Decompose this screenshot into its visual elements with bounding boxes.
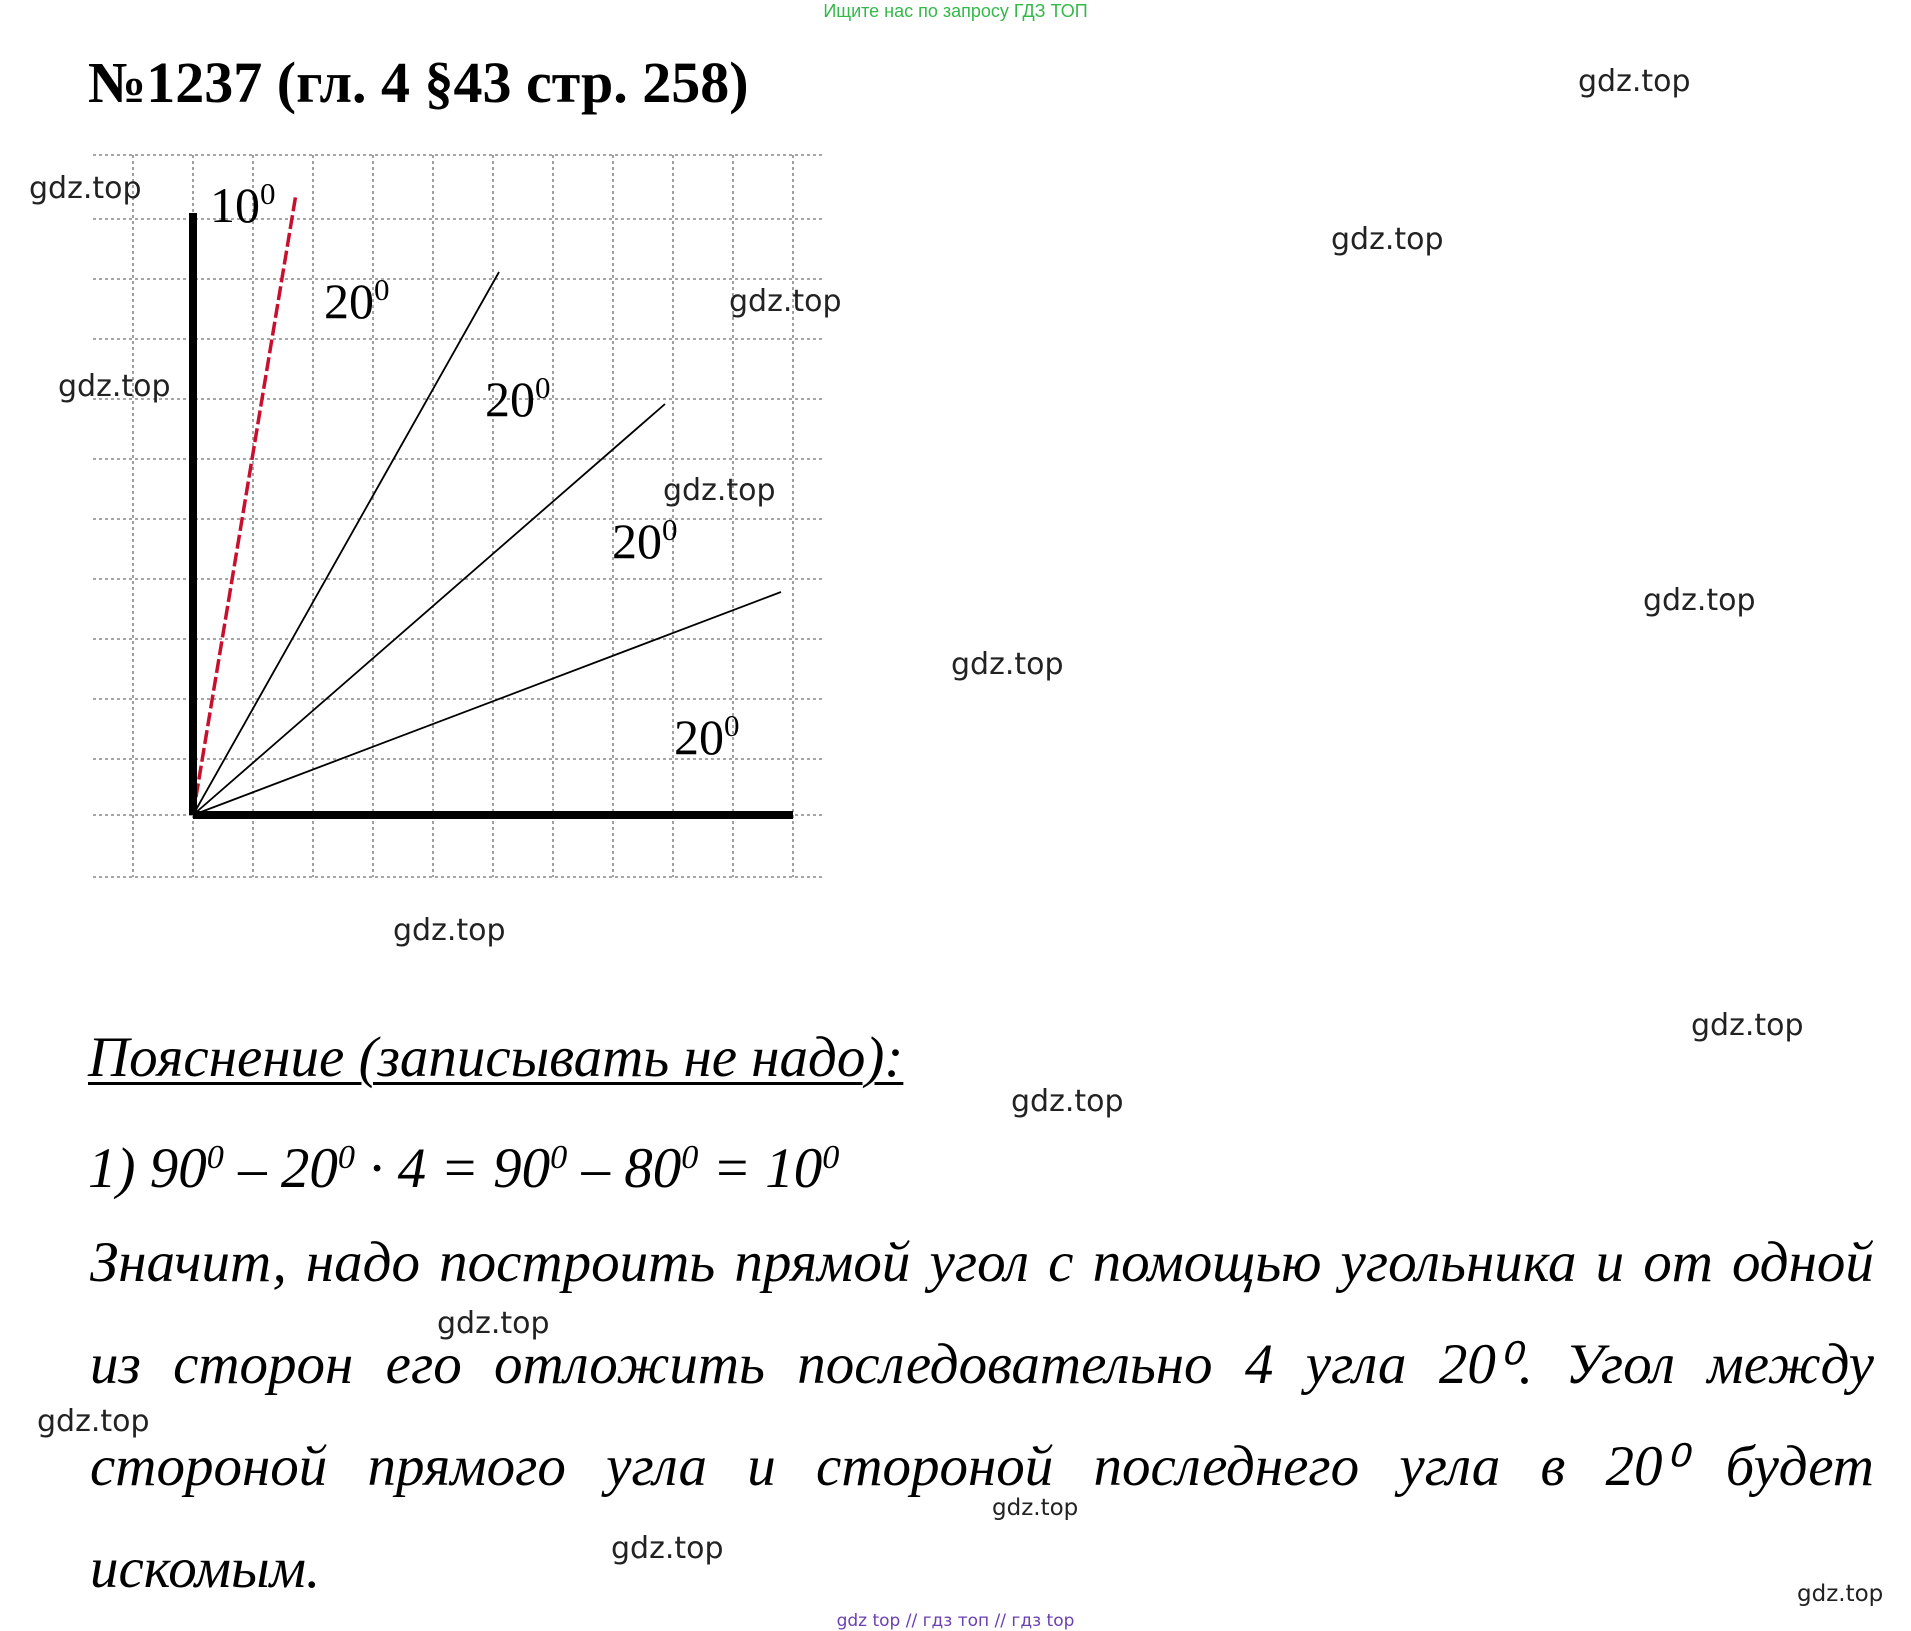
paragraph-line-2 xyxy=(90,1332,1874,1398)
paragraph-word: надо xyxy=(305,1231,421,1294)
angle-label-20-first: $20^0$ xyxy=(324,272,390,329)
paragraph-word: его xyxy=(385,1333,462,1396)
watermark: gdz.top xyxy=(1331,222,1444,257)
paragraph-line-1 xyxy=(90,1230,1874,1296)
paragraph-line-4: искомым. xyxy=(90,1537,321,1600)
paragraph-word: 20⁰. xyxy=(1438,1333,1533,1396)
paragraph-word: в xyxy=(1540,1435,1566,1498)
paragraph-word: Угол xyxy=(1565,1333,1675,1396)
watermark: gdz.top xyxy=(1691,1008,1804,1043)
watermark: gdz.top xyxy=(58,369,171,404)
paragraph-word: стороной xyxy=(90,1435,328,1498)
watermark: gdz.top xyxy=(1643,583,1756,618)
angle-label-20-fourth: $20^0$ xyxy=(674,708,740,765)
paragraph-word: последнего xyxy=(1093,1435,1360,1498)
paragraph-word: 20⁰ xyxy=(1605,1435,1686,1498)
paragraph-line-3 xyxy=(90,1434,1874,1500)
ray-20-third xyxy=(193,592,781,815)
paragraph-word: сторон xyxy=(173,1333,354,1396)
page-title: №1237 (гл. 4 §43 стр. 258) xyxy=(88,50,749,115)
footer-links[interactable]: gdz top // гдз топ // гдз top xyxy=(836,1611,1075,1631)
paragraph-word: помощью xyxy=(1092,1231,1322,1294)
watermark: gdz.top xyxy=(29,171,142,206)
watermark: gdz.top xyxy=(1578,64,1691,99)
watermark: gdz.top xyxy=(951,647,1064,682)
watermark: gdz.top xyxy=(663,473,776,508)
watermark: gdz.top xyxy=(1011,1084,1124,1119)
watermark: gdz.top xyxy=(37,1404,150,1439)
watermark: gdz.top xyxy=(992,1495,1079,1521)
paragraph-word: будет xyxy=(1725,1435,1874,1498)
paragraph-word: отложить xyxy=(494,1333,765,1396)
paragraph-word: построить xyxy=(439,1231,716,1294)
paragraph-word: угла xyxy=(606,1435,707,1498)
explanation-calculation: 1) $90^0 - 20^0 \cdot 4 = 90^0 - 80^0 = 10^0$ xyxy=(88,1136,840,1200)
paragraph-word: прямой xyxy=(734,1231,911,1294)
ray-20-second xyxy=(193,404,665,815)
paragraph-word: угла xyxy=(1305,1333,1407,1396)
grid xyxy=(93,155,823,877)
paragraph-word: из xyxy=(90,1333,141,1396)
watermark: gdz.top xyxy=(729,284,842,319)
watermark: gdz.top xyxy=(611,1531,724,1566)
angle-label-20-second: $20^0$ xyxy=(485,370,551,427)
paragraph-word: угольника xyxy=(1340,1231,1577,1294)
paragraph-word: Значит, xyxy=(90,1231,287,1294)
paragraph-word: последовательно xyxy=(797,1333,1213,1396)
angle-label-10: $10^0$ xyxy=(210,176,276,233)
paragraph-word: стороной xyxy=(816,1435,1054,1498)
paragraph-word: угла xyxy=(1399,1435,1501,1498)
watermark: gdz.top xyxy=(393,913,506,948)
paragraph-word: и xyxy=(747,1435,776,1498)
paragraph-word: одной xyxy=(1731,1231,1874,1294)
watermark: gdz.top xyxy=(1797,1581,1884,1607)
search-banner[interactable]: Ищите нас по запросу ГДЗ ТОП xyxy=(823,1,1088,21)
paragraph-word: с xyxy=(1048,1231,1074,1294)
angle-labels xyxy=(210,176,740,765)
angle-label-20-third: $20^0$ xyxy=(612,512,678,569)
paragraph-word: 4 xyxy=(1244,1333,1274,1396)
paragraph-word: угол xyxy=(929,1231,1030,1294)
paragraph-word: и xyxy=(1595,1231,1625,1294)
paragraph-word: прямого xyxy=(367,1435,566,1498)
watermark: gdz.top xyxy=(437,1306,550,1341)
paragraph-word: от xyxy=(1643,1231,1713,1294)
paragraph-word: между xyxy=(1707,1333,1874,1396)
explanation-heading: Пояснение (записывать не надо): xyxy=(88,1026,904,1089)
